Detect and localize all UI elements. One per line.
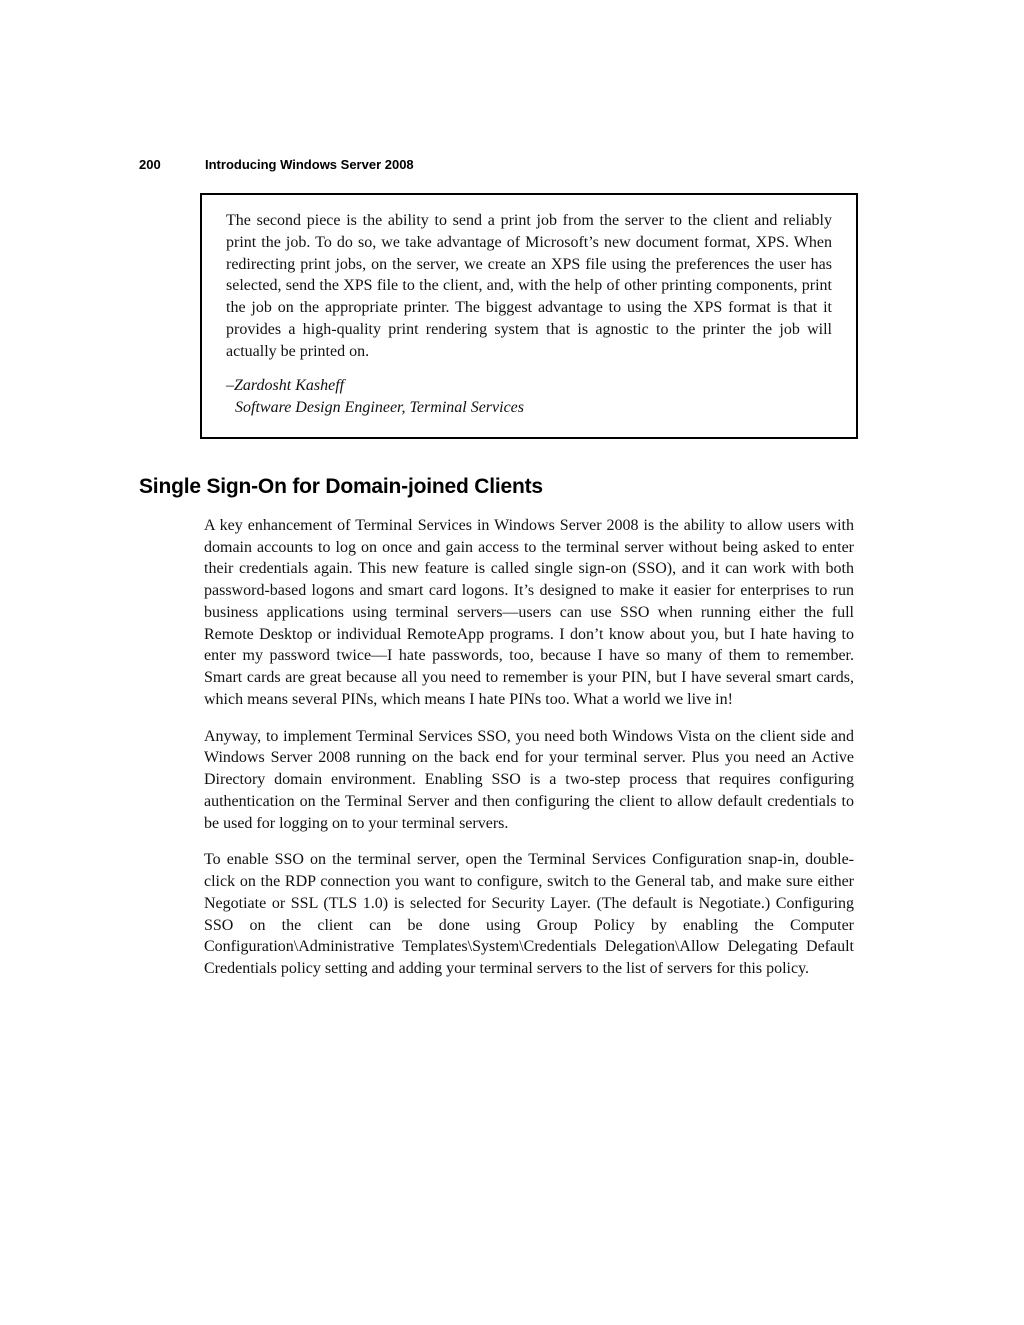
quote-text: The second piece is the ability to send a print job from the server to the client and reliably print the job. To do so, we take advantage of Microsoft’s new document format, XPS. When redirecting print jobs, on the server, we create an XPS file using the preferences the user has selected, send the XPS file to the client, and, with the help of other printing components, print the job on the appropriate printer. The biggest advantage to using the XPS format is that it provides a high-quality print rendering system that is agnostic to the printer the job will actually be printed on. bbox=[226, 212, 832, 360]
paragraph-2: Anyway, to implement Terminal Services SSO, you need both Windows Vista on the client side and Windows Server 2008 running on the back end for your terminal server. Plus you need an Active Directory domain environment. Enabling SSO is a two-step process that requires configuring authentication on the Terminal Server and then configuring the client to allow default credentials to be used for logging on to your terminal servers. bbox=[204, 727, 854, 832]
paragraph-1: A key enhancement of Terminal Services in Windows Server 2008 is the ability to allow users with domain accounts to log on once and gain access to the terminal server without being asked to enter their credentials again. This new feature is called single sign-on (SSO), and it can work with both password-based logons and smart card logons. It’s designed to make it easier for enterprises to run business applications using terminal servers—users can use SSO when running either the full Remote Desktop or individual RemoteApp programs. I don’t know about you, but I hate having to enter my password twice—I hate passwords, too, because I have so many of them to remember. Smart cards are great because all you need to remember is your PIN, but I have several smart cards, which means several PINs, which means I hate PINs too. What a world we live in! bbox=[204, 516, 854, 708]
section-heading: Single Sign-On for Domain-joined Clients bbox=[139, 474, 543, 498]
running-head-title: Introducing Windows Server 2008 bbox=[205, 157, 414, 172]
sidebar-quote-box bbox=[200, 193, 858, 439]
page-header bbox=[139, 157, 1024, 172]
paragraph-3: To enable SSO on the terminal server, open the Terminal Services Configuration snap-in, double-click on the RDP connection you want to configure, switch to the General tab, and make sure either Negotiate or SSL (TLS 1.0) is selected for Security Layer. (The default is Negotiate.) Configuring SSO on the client can be done using Group Policy by enabling the Computer Configuration\Administrative Templates\System\Credentials Delegation\Allow Delegating Default Credentials policy setting and adding your terminal servers to the list of servers for this policy. bbox=[204, 851, 854, 977]
page-number: 200 bbox=[139, 157, 161, 172]
quote-attribution-title: Software Design Engineer, Terminal Services bbox=[235, 399, 525, 416]
quote-attribution-name: –Zardosht Kasheff bbox=[226, 377, 345, 395]
section-body bbox=[204, 515, 854, 980]
